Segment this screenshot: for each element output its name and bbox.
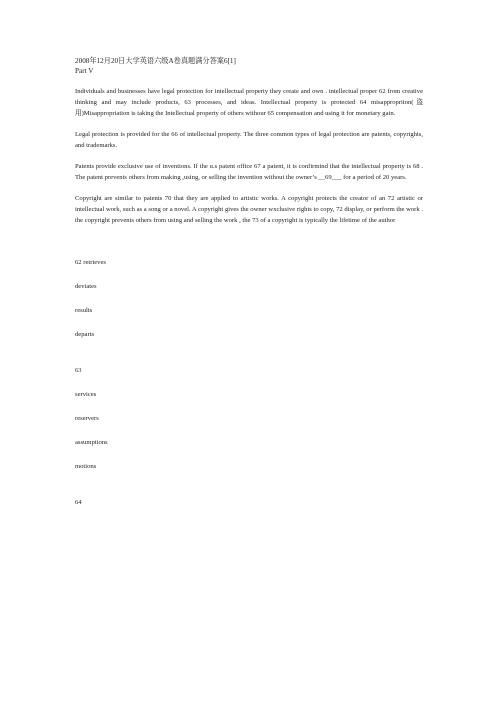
option-line: deviates xyxy=(75,283,97,290)
document-title: 2008年12月20日大学英语六级A卷真题满分答案6[1] xyxy=(75,57,236,65)
option-group-63 xyxy=(75,366,423,472)
option-line: 63 xyxy=(75,367,82,374)
option-line: departs xyxy=(75,331,95,338)
option-line: 62 retrieves xyxy=(75,259,106,266)
option-group-64 xyxy=(75,498,423,508)
document-page xyxy=(75,56,423,534)
option-line: services xyxy=(75,391,97,398)
option-line: motions xyxy=(75,463,97,470)
answer-options xyxy=(75,258,423,508)
option-line: assumptions xyxy=(75,439,108,446)
option-line: reservers xyxy=(75,415,99,422)
part-heading: Part V xyxy=(75,67,94,75)
paragraph-3: Patents provide exclusive use of inventions. If the u.s patent office 67 a patent, it is confirmind that the intellectual property is 68 . The patent prevents others from making ,using, or selling the invention without the owner’s __69___ for a period of 20 years. xyxy=(75,163,423,181)
option-group-62 xyxy=(75,258,423,340)
paragraph-4: Copyright are similar to patents 70 that they are applied to artistic works. A copyright protects the creator of an 72 artistic or intellectual work, such as a song or a novel. A copyright gives the owner wxclusive rights to copy, 72 display, or perform the work . the copyright prevents others from using and selling the work , the 73 of a copyright is typically the lifetime of the author xyxy=(75,195,423,224)
option-line: results xyxy=(75,307,93,314)
option-line: 64 xyxy=(75,499,82,506)
paragraph-1: Individuals and businesses have legal protection for intellectual property they create and own . intellectual proper 62 from creative thinking and may include products, 63 processes, and ideas. Intellectual property is protected 64 misappropriton(盗用)Misappropriation is taking the Intellectual property of others withour 65 compensation and using it for monetary gain. xyxy=(75,88,423,117)
paragraph-2: Legal protection is provided for the 66 of intellectual property. The three common types of legal protection are patents, copyrights, and trademarks. xyxy=(75,131,423,149)
